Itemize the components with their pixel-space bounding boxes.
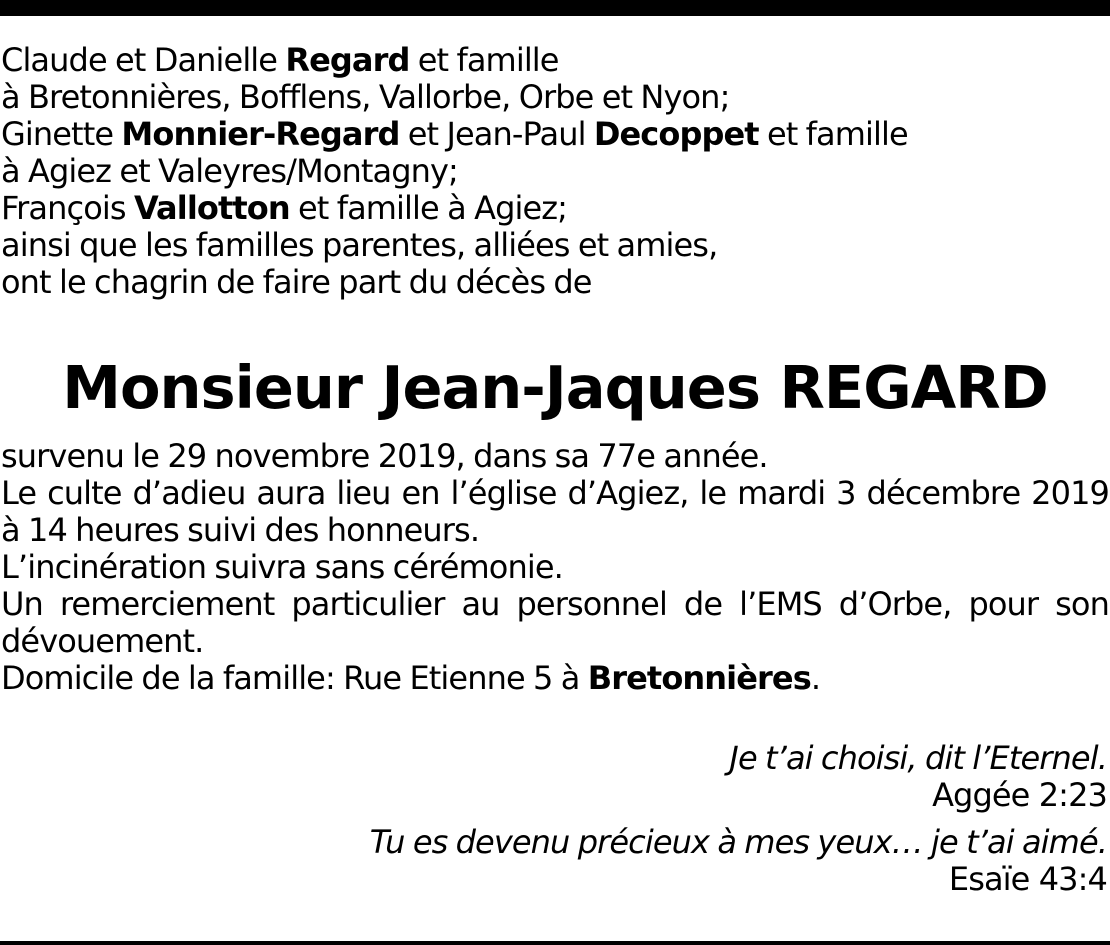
place-name: Bretonnières	[587, 659, 811, 697]
intro-line-5	[1, 190, 1109, 227]
intro-line-6: ainsi que les familles parentes, alliées et amies,	[1, 226, 718, 264]
details-line-5: Un remerciement particulier au personnel de l’EMS d’Orbe, pour son	[1, 585, 1109, 623]
family-name: Regard	[285, 41, 410, 79]
details-line-7	[1, 660, 1109, 697]
family-announcement	[1, 42, 1109, 301]
bible-quotes	[370, 740, 1107, 898]
quote-text: Je t’ai choisi, dit l’Eternel.	[729, 739, 1107, 777]
text: Ginette	[1, 115, 122, 153]
intro-line-4: à Agiez et Valeyres/Montagny;	[1, 152, 458, 190]
intro-line-1	[1, 42, 1109, 79]
family-name: Decoppet	[593, 115, 759, 153]
details-line-6: dévouement.	[1, 622, 204, 660]
text: et famille à Agiez;	[289, 189, 568, 227]
text: et Jean-Paul	[399, 115, 594, 153]
details-line-1: survenu le 29 novembre 2019, dans sa 77e année.	[1, 437, 768, 475]
quote-text: Tu es devenu précieux à mes yeux… je t’ai aimé.	[369, 823, 1107, 861]
text: .	[810, 659, 821, 697]
details-line-4: L’incinération suivra sans cérémonie.	[1, 548, 563, 586]
text: et famille	[409, 41, 559, 79]
text: Domicile de la famille: Rue Etienne 5 à	[1, 659, 588, 697]
details-line-3: à 14 heures suivi des honneurs.	[1, 511, 480, 549]
bottom-border-rule	[0, 941, 1110, 945]
quote-reference: Aggée 2:23	[932, 776, 1107, 814]
top-border-rule	[0, 0, 1110, 16]
family-name: Monnier-Regard	[121, 115, 400, 153]
intro-line-2: à Bretonnières, Bofflens, Vallorbe, Orbe et Nyon;	[1, 78, 730, 116]
family-name: Vallotton	[133, 189, 290, 227]
details-line-2: Le culte d’adieu aura lieu en l’église d’Agiez, le mardi 3 décembre 2019	[1, 474, 1109, 512]
text: François	[1, 189, 134, 227]
funeral-details	[1, 438, 1109, 697]
intro-line-3	[1, 116, 1109, 153]
deceased-name-heading: Monsieur Jean-Jaques REGARD	[62, 353, 1048, 422]
text: et famille	[758, 115, 908, 153]
quote-reference: Esaïe 43:4	[948, 860, 1107, 898]
text: Claude et Danielle	[1, 41, 286, 79]
intro-line-7: ont le chagrin de faire part du décès de	[1, 263, 592, 301]
